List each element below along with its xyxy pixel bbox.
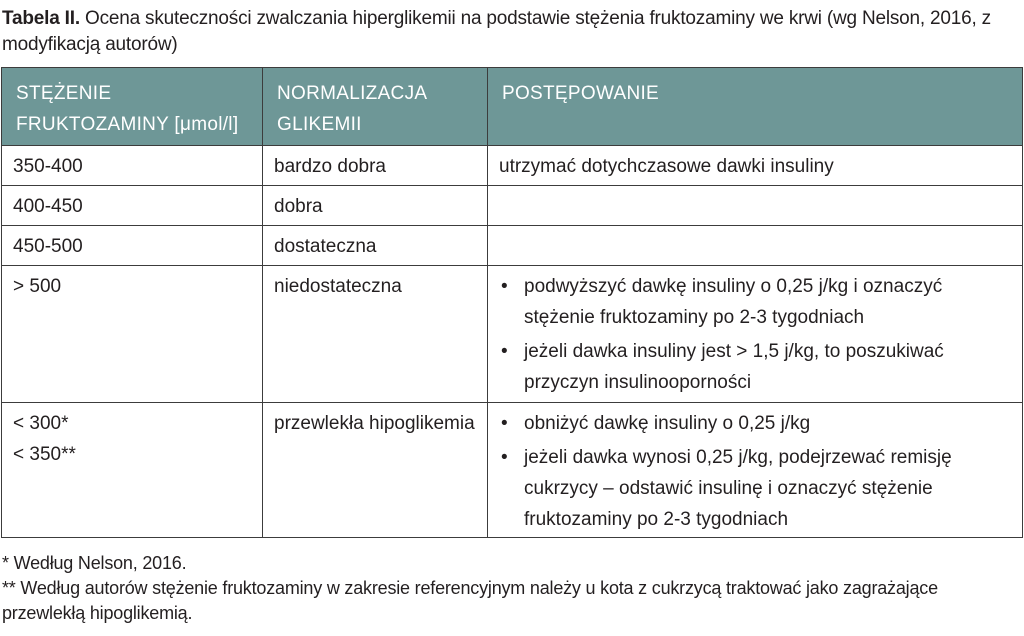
procedure-cell [488,186,1023,226]
footnote: * Według Nelson, 2016. [2,553,187,573]
action-item [499,442,1012,535]
procedure-cell [488,403,1023,538]
bullet-icon: • [501,413,508,434]
caption-text: Ocena skuteczności zwalczania hiperglikemii na podstawie stężenia fruktozaminy we krwi (wg Nelson, 2016, z modyfikacją autorów) [2,8,991,55]
table-row [2,266,1023,403]
action-item [499,336,1012,398]
header-concentration: STĘŻENIE FRUKTOZAMINY [μmol/l] [2,68,263,146]
table-row [2,226,1023,266]
range-cell [2,186,263,226]
footnote: ** Według autorów stężenie fruktozaminy w zakresie referencyjnym należy u kota z cukrzycą traktować jako zagrażające przewlekłą hipoglikemią. [2,578,938,623]
fructosamine-table [1,67,1023,538]
range-cell [2,266,263,403]
range-value: 450-500 [13,236,83,257]
range-value: 400-450 [13,196,83,217]
table-row [2,403,1023,538]
action-item [499,271,1012,333]
range-cell [2,403,263,538]
range-cell [2,226,263,266]
footnotes [2,551,1022,626]
action-text: obniżyć dawkę insuliny o 0,25 j/kg [524,413,811,434]
range-value: < 350** [13,444,76,465]
normalization-cell: bardzo dobra [263,146,488,186]
table-row [2,146,1023,186]
table-header-row [2,68,1023,146]
procedure-cell: utrzymać dotychczasowe dawki insuliny [488,146,1023,186]
action-text: podwyższyć dawkę insuliny o 0,25 j/kg i oznaczyć stężenie fruktozaminy po 2-3 tygodniach [524,276,943,328]
table-caption [2,6,1020,58]
normalization-cell: niedostateczna [263,266,488,403]
header-normalization: NORMALIZACJA GLIKEMII [263,68,488,146]
range-value: > 500 [13,276,62,297]
range-cell [2,146,263,186]
bullet-icon: • [501,276,508,297]
procedure-cell [488,266,1023,403]
action-list [499,408,1012,535]
action-text: jeżeli dawka insuliny jest > 1,5 j/kg, to poszukiwać przyczyn insulinooporności [524,341,944,393]
range-value: 350-400 [13,156,83,177]
table-row [2,186,1023,226]
normalization-cell: dobra [263,186,488,226]
caption-label: Tabela II. [2,8,80,29]
action-text: jeżeli dawka wynosi 0,25 j/kg, podejrzewać remisję cukrzycy – odstawić insulinę i oznaczyć stężenie fruktozaminy po 2-3 tygodniach [524,447,952,530]
bullet-icon: • [501,447,508,468]
action-item [499,408,1012,439]
normalization-cell: przewlekła hipoglikemia [263,403,488,538]
range-value: < 300* [13,413,69,434]
action-list [499,271,1012,398]
procedure-cell [488,226,1023,266]
normalization-cell: dostateczna [263,226,488,266]
bullet-icon: • [501,341,508,362]
header-procedure: POSTĘPOWANIE [488,68,1023,146]
